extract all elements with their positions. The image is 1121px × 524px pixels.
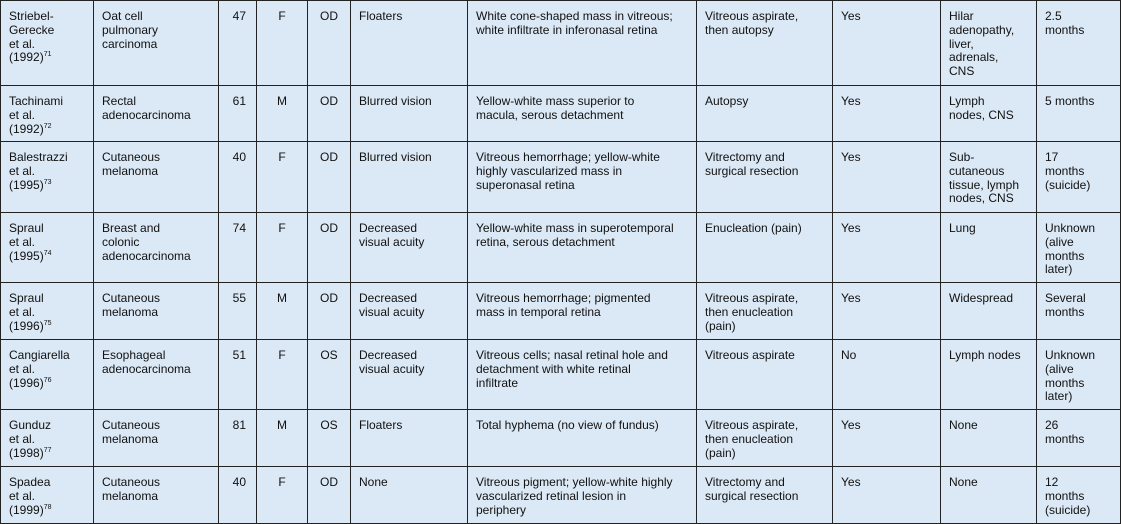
symptom-cell: [351, 340, 468, 410]
author-cell: [1, 142, 94, 213]
sex-cell: [257, 1, 308, 86]
age-cell: [219, 283, 257, 340]
author-cell-text: Tachinami et al. (1992): [9, 94, 64, 136]
primary-tumor-cell: [94, 340, 219, 410]
findings-cell-text: Yellow-white mass in superotemporal retina, serous detachment: [476, 221, 674, 249]
primary-tumor-cell-text: Cutaneous melanoma: [102, 150, 161, 178]
findings-cell: [468, 86, 697, 142]
metastatic-sites-cell-text: Lung: [949, 221, 976, 235]
diagnosis-method-cell-text: Vitreous aspirate, then autopsy: [705, 9, 799, 37]
sex-cell: [257, 340, 308, 410]
age-cell: [219, 142, 257, 213]
primary-tumor-cell-text: Esophageal adenocarcinoma: [102, 348, 191, 376]
age-cell-text: 51: [232, 348, 246, 362]
primary-tumor-cell: [94, 1, 219, 86]
age-cell-text: 40: [232, 475, 246, 489]
diagnosis-method-cell-text: Vitrectomy and surgical resection: [705, 150, 799, 178]
primary-tumor-cell: [94, 410, 219, 467]
author-cell: [1, 86, 94, 142]
symptom-cell-text: Decreased visual acuity: [359, 348, 425, 376]
age-cell-text: 61: [232, 94, 246, 108]
diagnosis-method-cell: [697, 467, 833, 524]
other-metastases-cell: [833, 86, 941, 142]
eye-cell-text: OD: [320, 221, 338, 235]
age-cell: [219, 213, 257, 283]
author-cell-text: Cangiarella et al. (1996): [9, 348, 70, 390]
age-cell: [219, 1, 257, 86]
primary-tumor-cell-text: Cutaneous melanoma: [102, 475, 161, 503]
sex-cell-text: F: [278, 150, 286, 164]
primary-tumor-cell-text: Breast and colonic adenocarcinoma: [102, 221, 191, 263]
symptom-cell-text: Decreased visual acuity: [359, 291, 425, 319]
survival-cell: [1037, 213, 1121, 283]
diagnosis-method-cell: [697, 142, 833, 213]
sex-cell-text: F: [278, 475, 286, 489]
other-metastases-cell-text: Yes: [841, 475, 861, 489]
reference-number: 77: [43, 446, 52, 454]
other-metastases-cell-text: Yes: [841, 94, 861, 108]
other-metastases-cell: [833, 213, 941, 283]
findings-cell: [468, 467, 697, 524]
age-cell-text: 40: [232, 150, 246, 164]
other-metastases-cell: [833, 1, 941, 86]
other-metastases-cell-text: Yes: [841, 150, 861, 164]
metastatic-sites-cell: [941, 410, 1037, 467]
sex-cell-text: F: [278, 348, 286, 362]
symptom-cell: [351, 1, 468, 86]
metastatic-sites-cell-text: Widespread: [949, 291, 1014, 305]
metastatic-sites-cell-text: None: [949, 475, 978, 489]
symptom-cell-text: Decreased visual acuity: [359, 221, 425, 249]
sex-cell: [257, 213, 308, 283]
symptom-cell: [351, 86, 468, 142]
sex-cell-text: M: [277, 94, 287, 108]
survival-cell: [1037, 340, 1121, 410]
other-metastases-cell: [833, 340, 941, 410]
eye-cell-text: OD: [320, 150, 338, 164]
eye-cell: [308, 467, 351, 524]
diagnosis-method-cell: [697, 410, 833, 467]
metastatic-sites-cell: [941, 213, 1037, 283]
symptom-cell: [351, 142, 468, 213]
findings-cell-text: Vitreous pigment; yellow-white highly vascularized retinal lesion in periphery: [476, 475, 673, 517]
findings-cell-text: Vitreous hemorrhage; yellow-white highly vascularized mass in superonasal retina: [476, 150, 660, 192]
symptom-cell-text: Floaters: [359, 9, 403, 23]
metastatic-sites-cell-text: Lymph nodes, CNS: [949, 94, 1014, 122]
findings-cell-text: Yellow-white mass superior to macula, serous detachment: [476, 94, 635, 122]
eye-cell: [308, 213, 351, 283]
other-metastases-cell-text: No: [841, 348, 857, 362]
author-cell: [1, 340, 94, 410]
findings-cell: [468, 142, 697, 213]
author-cell-text: Gunduz et al. (1998): [9, 418, 52, 460]
author-cell-text: Balestrazzi et al. (1995): [9, 150, 68, 192]
author-cell-text: Spraul et al. (1995): [9, 221, 44, 263]
survival-cell-text: Several months: [1045, 291, 1086, 319]
eye-cell: [308, 86, 351, 142]
reference-number: 73: [43, 178, 52, 186]
survival-cell-text: 17 months (suicide): [1045, 150, 1091, 192]
table-row: [1, 467, 1121, 524]
eye-cell-text: OD: [320, 475, 338, 489]
sex-cell: [257, 467, 308, 524]
other-metastases-cell: [833, 410, 941, 467]
author-cell: [1, 213, 94, 283]
other-metastases-cell: [833, 142, 941, 213]
age-cell: [219, 410, 257, 467]
metastatic-sites-cell: [941, 1, 1037, 86]
diagnosis-method-cell-text: Vitreous aspirate, then enucleation (pain): [705, 418, 799, 460]
author-cell: [1, 283, 94, 340]
metastatic-sites-cell-text: None: [949, 418, 978, 432]
sex-cell: [257, 142, 308, 213]
symptom-cell-text: Floaters: [359, 418, 403, 432]
other-metastases-cell-text: Yes: [841, 221, 861, 235]
eye-cell: [308, 1, 351, 86]
author-cell: [1, 410, 94, 467]
table-row: [1, 86, 1121, 142]
table-row: [1, 283, 1121, 340]
eye-cell-text: OD: [320, 9, 338, 23]
diagnosis-method-cell-text: Vitreous aspirate, then enucleation (pain): [705, 291, 799, 333]
survival-cell: [1037, 467, 1121, 524]
author-cell: [1, 467, 94, 524]
survival-cell-text: 5 months: [1045, 94, 1095, 108]
findings-cell-text: Total hyphema (no view of fundus): [476, 418, 659, 432]
primary-tumor-cell: [94, 213, 219, 283]
diagnosis-method-cell-text: Vitreous aspirate: [705, 348, 795, 362]
sex-cell: [257, 86, 308, 142]
eye-cell-text: OS: [320, 348, 338, 362]
sex-cell: [257, 283, 308, 340]
author-cell-text: Striebel- Gerecke et al. (1992): [9, 9, 55, 65]
sex-cell: [257, 410, 308, 467]
table-row: [1, 340, 1121, 410]
other-metastases-cell: [833, 467, 941, 524]
other-metastases-cell-text: Yes: [841, 418, 861, 432]
symptom-cell-text: Blurred vision: [359, 94, 432, 108]
findings-cell-text: White cone-shaped mass in vitreous; white infiltrate in inferonasal retina: [476, 9, 673, 37]
age-cell: [219, 86, 257, 142]
reference-number: 71: [43, 51, 52, 59]
primary-tumor-cell: [94, 142, 219, 213]
survival-cell: [1037, 86, 1121, 142]
findings-cell: [468, 410, 697, 467]
sex-cell-text: M: [277, 291, 287, 305]
survival-cell-text: 12 months (suicide): [1045, 475, 1091, 517]
primary-tumor-cell-text: Cutaneous melanoma: [102, 418, 161, 446]
survival-cell-text: 26 months: [1045, 418, 1085, 446]
reference-number: 74: [43, 249, 52, 257]
metastatic-sites-cell: [941, 86, 1037, 142]
eye-cell: [308, 283, 351, 340]
diagnosis-method-cell: [697, 213, 833, 283]
findings-cell-text: Vitreous cells; nasal retinal hole and detachment with white retinal infiltrate: [476, 348, 668, 390]
survival-cell-text: Unknown (alive months later): [1045, 221, 1096, 277]
age-cell-text: 47: [232, 9, 246, 23]
other-metastases-cell-text: Yes: [841, 291, 861, 305]
metastatic-sites-cell-text: Sub- cutaneous tissue, lymph nodes, CNS: [949, 150, 1020, 206]
age-cell-text: 81: [232, 418, 246, 432]
diagnosis-method-cell-text: Vitrectomy and surgical resection: [705, 475, 799, 503]
author-cell: [1, 1, 94, 86]
diagnosis-method-cell: [697, 340, 833, 410]
primary-tumor-cell: [94, 86, 219, 142]
symptom-cell: [351, 410, 468, 467]
age-cell: [219, 467, 257, 524]
diagnosis-method-cell: [697, 1, 833, 86]
diagnosis-method-cell: [697, 283, 833, 340]
survival-cell: [1037, 410, 1121, 467]
symptom-cell-text: None: [359, 475, 388, 489]
eye-cell: [308, 340, 351, 410]
survival-cell: [1037, 142, 1121, 213]
findings-cell-text: Vitreous hemorrhage; pigmented mass in temporal retina: [476, 291, 651, 319]
symptom-cell: [351, 213, 468, 283]
findings-cell: [468, 1, 697, 86]
primary-tumor-cell: [94, 467, 219, 524]
age-cell-text: 55: [232, 291, 246, 305]
table-row: [1, 1, 1121, 86]
symptom-cell: [351, 283, 468, 340]
other-metastases-cell: [833, 283, 941, 340]
other-metastases-cell-text: Yes: [841, 9, 861, 23]
metastatic-sites-cell-text: Hilar adenopathy, liver, adrenals, CNS: [949, 9, 1015, 79]
primary-tumor-cell-text: Cutaneous melanoma: [102, 291, 161, 319]
table-body: [1, 1, 1121, 524]
symptom-cell: [351, 467, 468, 524]
metastatic-sites-cell-text: Lymph nodes: [949, 348, 1021, 362]
eye-cell: [308, 142, 351, 213]
findings-cell: [468, 340, 697, 410]
reference-number: 72: [43, 122, 52, 130]
eye-cell-text: OD: [320, 94, 338, 108]
eye-cell-text: OD: [320, 291, 338, 305]
age-cell-text: 74: [232, 221, 246, 235]
age-cell: [219, 340, 257, 410]
author-cell-text: Spraul et al. (1996): [9, 291, 44, 333]
metastatic-sites-cell: [941, 467, 1037, 524]
survival-cell: [1037, 283, 1121, 340]
table-row: [1, 410, 1121, 467]
diagnosis-method-cell-text: Autopsy: [705, 94, 749, 108]
diagnosis-method-cell-text: Enucleation (pain): [705, 221, 802, 235]
reference-number: 78: [43, 503, 52, 511]
primary-tumor-cell: [94, 283, 219, 340]
eye-cell: [308, 410, 351, 467]
metastatic-sites-cell: [941, 142, 1037, 213]
survival-cell: [1037, 1, 1121, 86]
survival-cell-text: 2.5 months: [1045, 9, 1085, 37]
primary-tumor-cell-text: Rectal adenocarcinoma: [102, 94, 191, 122]
table-row: [1, 213, 1121, 283]
metastatic-sites-cell: [941, 283, 1037, 340]
sex-cell-text: M: [277, 418, 287, 432]
table-row: [1, 142, 1121, 213]
findings-cell: [468, 283, 697, 340]
symptom-cell-text: Blurred vision: [359, 150, 432, 164]
sex-cell-text: F: [278, 9, 286, 23]
author-cell-text: Spadea et al. (1999): [9, 475, 51, 517]
reference-number: 76: [43, 376, 52, 384]
survival-cell-text: Unknown (alive months later): [1045, 348, 1096, 404]
primary-tumor-cell-text: Oat cell pulmonary carcinoma: [102, 9, 159, 51]
reference-number: 75: [43, 319, 52, 327]
sex-cell-text: F: [278, 221, 286, 235]
findings-cell: [468, 213, 697, 283]
diagnosis-method-cell: [697, 86, 833, 142]
eye-cell-text: OS: [320, 418, 338, 432]
metastatic-sites-cell: [941, 340, 1037, 410]
